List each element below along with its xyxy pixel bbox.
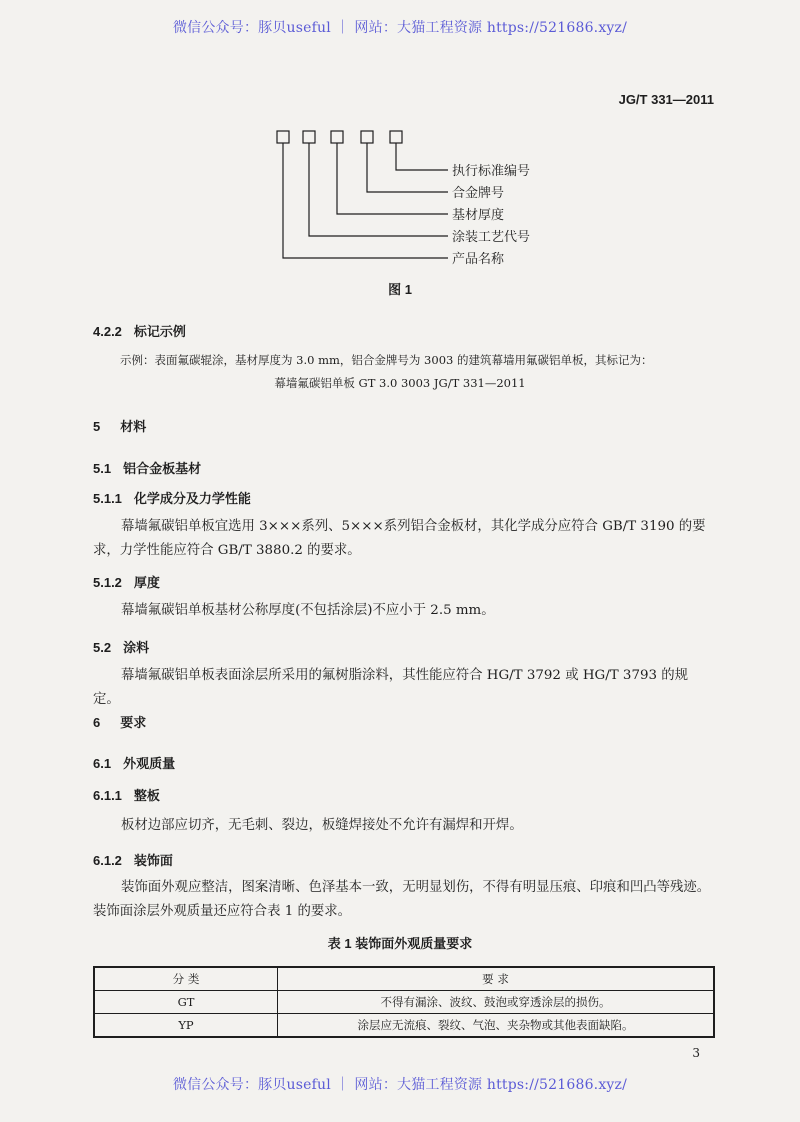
label-product-name: 产品名称 [452,251,505,266]
heading-4-2-2: 4.2.2 标记示例 [93,324,186,339]
box-4 [361,131,373,143]
box-1 [277,131,289,143]
paragraph-6-1-1: 板材边部应切齐，无毛刺、裂边，板缝焊接处不允许有漏焊和开焊。 [121,818,523,833]
heading-5-2: 5.2 涂料 [93,640,150,655]
box-3 [331,131,343,143]
example-text: 示例：表面氟碳辊涂，基材厚度为 3.0 mm，铝合金牌号为 3003 的建筑幕墙用氟碳铝单板，其标记为： [120,353,653,367]
paragraph-6-1-2: 装饰面外观应整洁，图案清晰、色泽基本一致，无明显划伤，不得有明显压痕、印痕和凹凸等残迹。装饰面涂层外观质量还应符合表 1 的要求。 [93,880,711,919]
table-row [94,1014,714,1038]
figure-caption: 图 1 [388,282,412,297]
watermark-top: 微信公众号：豚贝useful ｜ 网站：大猫工程资源 https://521686.xyz/ [172,20,628,36]
header-requirement: 要 求 [278,967,715,991]
appearance-quality-table [93,966,715,1038]
cell-category: GT [94,991,278,1014]
heading-6-1-2: 6.1.2 装饰面 [93,853,173,868]
label-coating-code: 涂装工艺代号 [452,229,531,244]
box-5 [390,131,402,143]
leader-line-3 [337,143,448,214]
marking-structure-diagram [0,0,800,300]
cell-requirement: 涂层应无流痕、裂纹、气泡、夹杂物或其他表面缺陷。 [278,1014,715,1038]
watermark-bottom: 微信公众号：豚贝useful ｜ 网站：大猫工程资源 https://521686.xyz/ [172,1077,628,1093]
box-2 [303,131,315,143]
header-category: 分 类 [94,967,278,991]
marking-example: 幕墙氟碳铝单板 GT 3.0 3003 JG/T 331—2011 [274,376,526,390]
heading-5-1: 5.1 铝合金板基材 [93,461,202,476]
cell-category: YP [94,1014,278,1038]
standard-code: JG/T 331—2011 [618,92,714,107]
table-row [94,991,714,1014]
page-number: 3 [692,1046,700,1060]
cell-requirement: 不得有漏涂、波纹、鼓泡或穿透涂层的损伤。 [278,991,715,1014]
label-alloy-grade: 合金牌号 [452,185,505,200]
heading-5-1-1: 5.1.1 化学成分及力学性能 [93,491,251,506]
heading-6-1-1: 6.1.1 整板 [93,788,160,803]
paragraph-5-1-1: 幕墙氟碳铝单板宜选用 3×××系列、5×××系列铝合金板材，其化学成分应符合 GB/T 3190 的要求，力学性能应符合 GB/T 3880.2 的要求。 [93,519,706,558]
label-substrate-thickness: 基材厚度 [452,207,505,222]
leader-line-1 [396,143,448,170]
leader-line-2 [367,143,448,192]
table-title: 表 1 装饰面外观质量要求 [327,936,473,951]
leader-line-5 [283,143,448,258]
leader-line-4 [309,143,448,236]
table-header-row [94,967,714,991]
label-standard-number: 执行标准编号 [452,163,531,178]
paragraph-5-1-2: 幕墙氟碳铝单板基材公称厚度(不包括涂层)不应小于 2.5 mm。 [121,603,495,618]
paragraph-5-2: 幕墙氟碳铝单板表面涂层所采用的氟树脂涂料，其性能应符合 HG/T 3792 或 HG/T 3793 的规定。 [93,668,689,707]
heading-6: 6 要求 [93,715,147,730]
heading-5-1-2: 5.1.2 厚度 [93,575,160,590]
heading-6-1: 6.1 外观质量 [93,756,176,771]
heading-5: 5 材料 [93,419,147,434]
